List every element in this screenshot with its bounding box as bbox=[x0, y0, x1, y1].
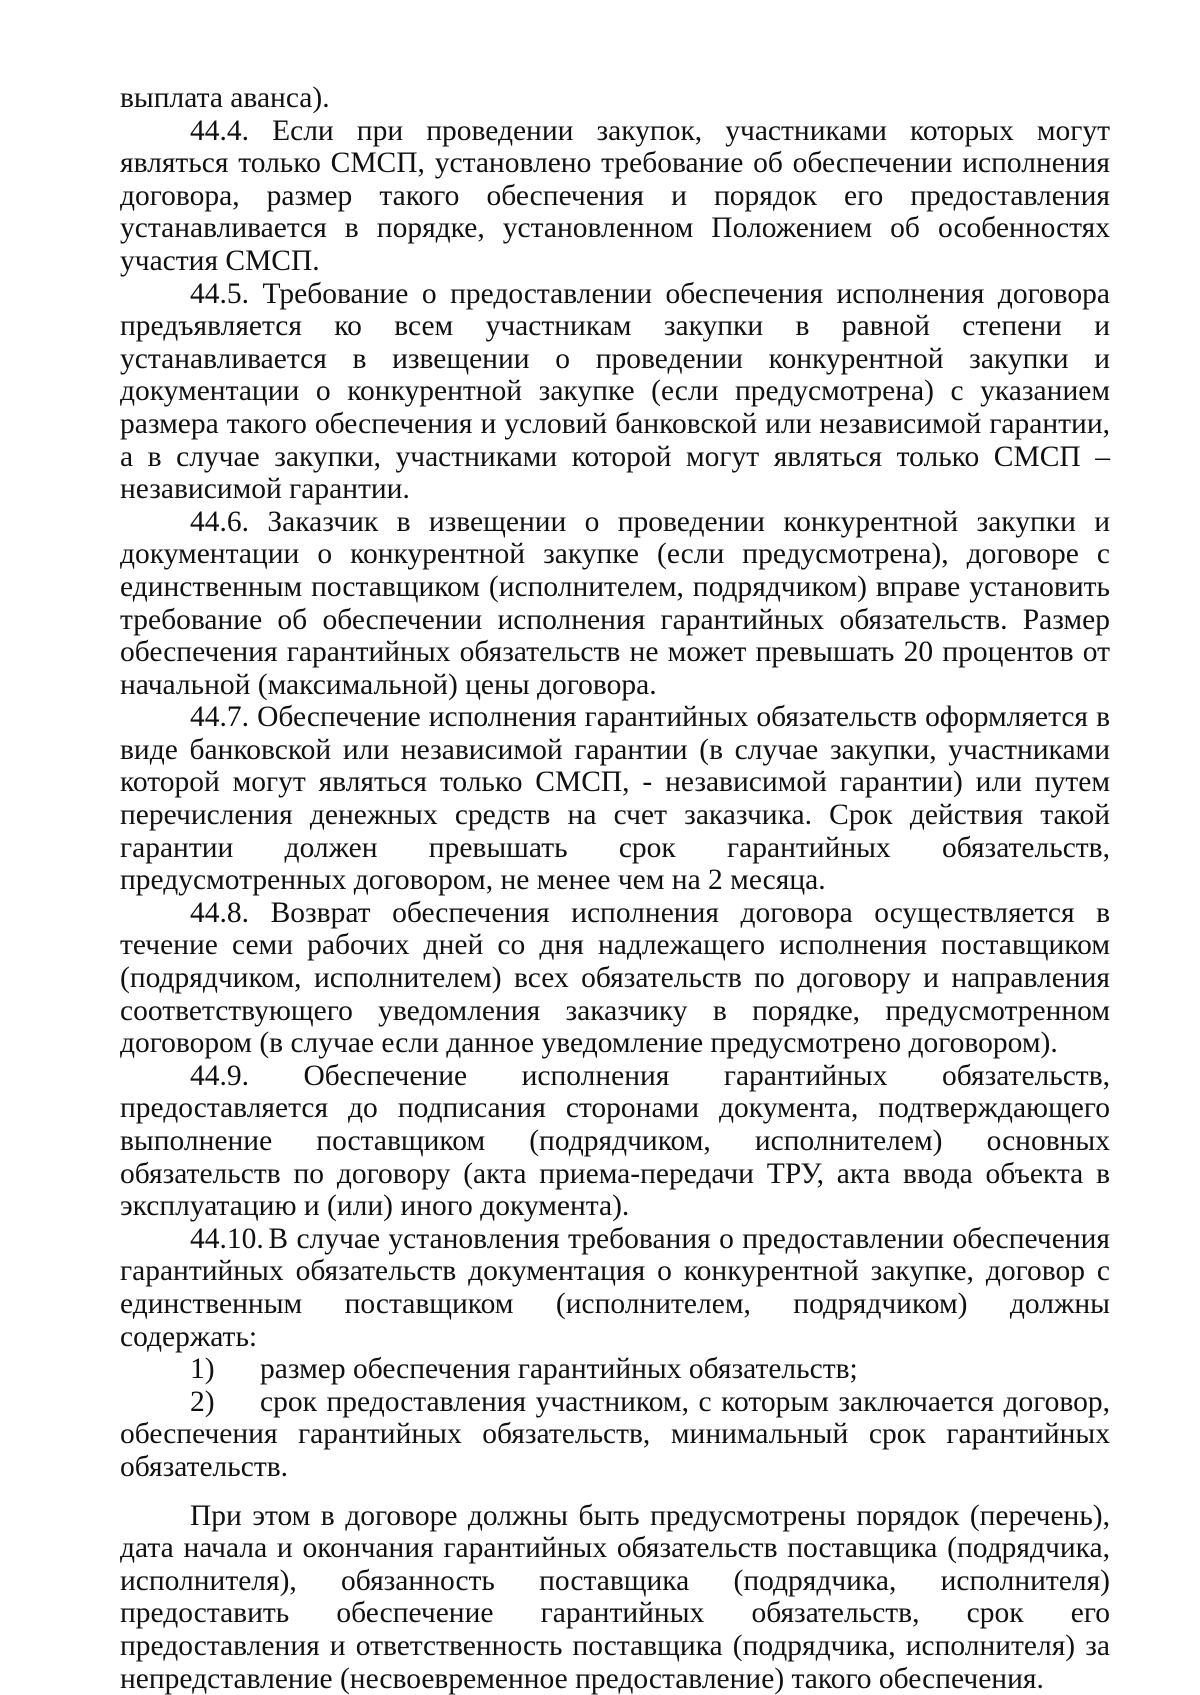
paragraph-number: 44.6. bbox=[190, 505, 249, 538]
closing-paragraph: При этом в договоре должны быть предусмотрены порядок (перечень), дата начала и окончания гарантийных обязательств поставщика (подрядчика, исполнителя), обязанность поставщика (подрядчика, исполнителя) предоставить обеспечение гарантийных обязательств, срок его предоставления и ответственность поставщика (подрядчика, исполнителя) за непредставление (несвоевременное предоставление) такого обеспечения. bbox=[120, 1499, 1110, 1695]
paragraph-number: 44.5. bbox=[190, 277, 249, 310]
paragraph-44-7 bbox=[120, 701, 1110, 897]
document-page bbox=[120, 82, 1110, 1695]
paragraph-44-10 bbox=[120, 1223, 1110, 1353]
paragraph-44-4 bbox=[120, 115, 1110, 278]
paragraph-text: Заказчик в извещении о проведении конкурентной закупки и документации о конкурентной закупке (если предусмотрена), договоре с единственным поставщиком (исполнителем, подрядчиком) вправе установить требование об обеспечении исполнения гарантийных обязательств. Размер обеспечения гарантийных обязательств не может превышать 20 процентов от начальной (максимальной) цены договора. bbox=[120, 505, 1111, 701]
list-marker: 2) bbox=[190, 1385, 215, 1418]
paragraph-text: Обеспечение исполнения гарантийных обязательств, предоставляется до подписания сторонами документа, подтверждающего выполнение поставщиком (подрядчиком, исполнителем) основных обязательств по договору (акта приема-передачи ТРУ, акта ввода объекта в эксплуатацию и (или) иного документа). bbox=[120, 1059, 1111, 1223]
paragraph-number: 44.10. bbox=[190, 1222, 264, 1255]
paragraph-number: 44.8. bbox=[190, 896, 249, 929]
list-item-2 bbox=[120, 1386, 1110, 1484]
continuation-line: выплата аванса). bbox=[120, 82, 330, 114]
list-marker: 1) bbox=[190, 1353, 215, 1386]
paragraph-44-6 bbox=[120, 506, 1110, 702]
paragraph-number: 44.7. bbox=[190, 701, 249, 734]
paragraph-text: Обеспечение исполнения гарантийных обязательств оформляется в виде банковской или независимой гарантии (в случае закупки, участниками которой могут являться только СМСП, - независимой гарантии) или путем перечисления денежных средств на счет заказчика. Срок действия такой гарантии должен превышать срок гарантийных обязательств, предусмотренных договором, не менее чем на 2 месяца. bbox=[120, 701, 1110, 897]
list-item-text: размер обеспечения гарантийных обязательств; bbox=[260, 1353, 858, 1386]
paragraph-44-9 bbox=[120, 1060, 1110, 1223]
paragraph-44-8 bbox=[120, 897, 1110, 1060]
paragraph-text: Возврат обеспечения исполнения договора осуществляется в течение семи рабочих дней со дня надлежащего исполнения поставщиком (подрядчиком, исполнителем) всех обязательств по договору и направления соответствующего уведомления заказчику в порядке, предусмотренном договором (в случае если данное уведомление предусмотрено договором). bbox=[120, 896, 1111, 1060]
list-item-1 bbox=[120, 1353, 1110, 1386]
paragraph-text: Если при проведении закупок, участниками которых могут являться только СМСП, установлено требование об обеспечении исполнения договора, размер такого обеспечения и порядок его предоставления устанавливается в порядке, установленном Положением об особенностях участия СМСП. bbox=[120, 114, 1111, 277]
paragraph-number: 44.9. bbox=[190, 1059, 249, 1092]
paragraph-text: В случае установления требования о предоставлении обеспечения гарантийных обязательств документация о конкурентной закупке, договор с единственным поставщиком (исполнителем, подрядчиком) должны содержать: bbox=[120, 1222, 1110, 1353]
paragraph-number: 44.4. bbox=[190, 114, 249, 147]
paragraph-text: Требование о предоставлении обеспечения исполнения договора предъявляется ко всем участникам закупки в равной степени и устанавливается в извещении о проведении конкурентной закупки и документации о конкурентной закупке (если предусмотрена) с указанием размера такого обеспечения и условий банковской или независимой гарантии, а в случае закупки, участниками которой могут являться только СМСП – независимой гарантии. bbox=[120, 277, 1111, 506]
list-item-text: срок предоставления участником, с которым заключается договор, обеспечения гарантийных обязательств, минимальный срок гарантийных обязательств. bbox=[120, 1385, 1110, 1483]
paragraph-44-5 bbox=[120, 278, 1110, 506]
